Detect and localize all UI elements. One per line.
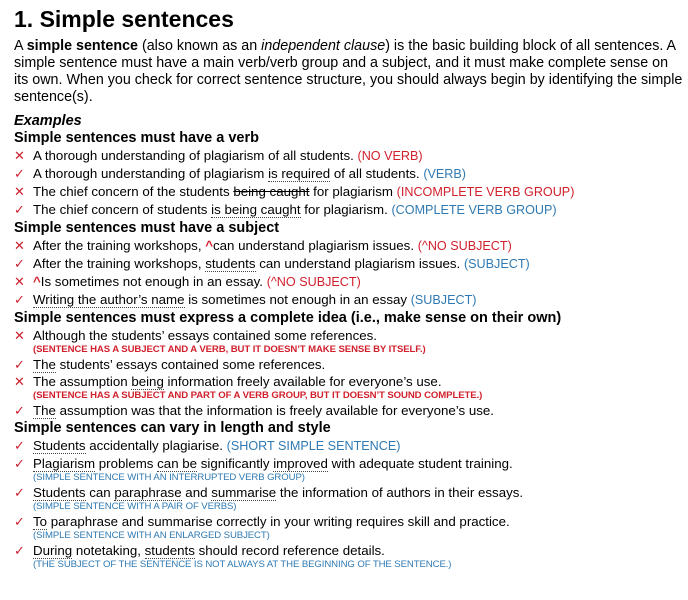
check-icon: ✓ xyxy=(14,357,25,372)
section-heading-verb: Simple sentences must have a verb xyxy=(14,130,259,146)
check-icon: ✓ xyxy=(14,438,25,453)
check-icon: ✓ xyxy=(14,485,25,500)
example-item: ✓ Students can paraphrase and summarise the information of authors in their essays. (SIMPLE SENTENCE WITH A PAIR OF VERBS) xyxy=(14,484,686,513)
intro-paragraph: A simple sentence (also known as an independent clause) is the basic building block of all sentences. A simple sentence must have a main verb/verb group and a subject, and it must make complete sense on its own. When you check for correct sentence structure, you should always begin by identifying the simple sentence(s). xyxy=(14,38,683,105)
page-title: 1. Simple sentences xyxy=(14,6,234,32)
example-tag: (NO VERB) xyxy=(357,149,423,163)
example-note: (SENTENCE HAS A SUBJECT AND A VERB, BUT IT DOESN’T MAKE SENSE BY ITSELF.) xyxy=(33,344,426,355)
check-icon: ✓ xyxy=(14,543,25,558)
check-icon: ✓ xyxy=(14,456,25,471)
example-tag: (COMPLETE VERB GROUP) xyxy=(391,203,557,217)
intro-bold-term: simple sentence xyxy=(26,38,138,54)
check-icon: ✓ xyxy=(14,202,25,217)
example-item: ✓ Writing the author’s name is sometimes not enough in an essay (SUBJECT) xyxy=(14,292,477,307)
example-item: ✕ Although the students’ essays contained some references. (SENTENCE HAS A SUBJECT AND A VERB, BUT IT DOESN’T MAKE SENSE BY ITSELF.) xyxy=(14,327,686,356)
example-item: ✕ The assumption being information freely available for everyone’s use. (SENTENCE HAS A SUBJECT AND PART OF A VERB GROUP, BUT IT DOESN’T SOUND COMPLETE.) xyxy=(14,373,686,402)
example-tag: (SUBJECT) xyxy=(463,257,530,271)
caret-marker: ^ xyxy=(205,238,213,253)
example-note: (THE SUBJECT OF THE SENTENCE IS NOT ALWAYS AT THE BEGINNING OF THE SENTENCE.) xyxy=(33,559,452,570)
example-note: (SIMPLE SENTENCE WITH A PAIR OF VERBS) xyxy=(33,501,237,512)
check-icon: ✓ xyxy=(14,256,25,271)
section-heading-vary: Simple sentences can vary in length and style xyxy=(14,420,331,436)
example-item: ✓ After the training workshops, students can understand plagiarism issues. (SUBJECT) xyxy=(14,256,530,271)
example-tag: (VERB) xyxy=(423,167,466,181)
caret-marker: ^ xyxy=(33,274,41,289)
example-tag: (^NO SUBJECT) xyxy=(417,239,512,253)
example-note: (SIMPLE SENTENCE WITH AN ENLARGED SUBJECT) xyxy=(33,530,270,541)
example-item: ✓ The chief concern of students is being caught for plagiarism. (COMPLETE VERB GROUP) xyxy=(14,202,557,217)
cross-icon: ✕ xyxy=(14,274,25,289)
example-item: ✕ After the training workshops, ^can understand plagiarism issues. (^NO SUBJECT) xyxy=(14,238,512,253)
example-item: ✓ Students accidentally plagiarise. (SHORT SIMPLE SENTENCE) xyxy=(14,438,401,453)
example-note: (SIMPLE SENTENCE WITH AN INTERRUPTED VERB GROUP) xyxy=(33,472,305,483)
check-icon: ✓ xyxy=(14,292,25,307)
check-icon: ✓ xyxy=(14,166,25,181)
cross-icon: ✕ xyxy=(14,184,25,199)
cross-icon: ✕ xyxy=(14,238,25,253)
example-item: ✕ The chief concern of the students being caught for plagiarism (INCOMPLETE VERB GROUP) xyxy=(14,184,575,199)
intro-italic-term: independent clause xyxy=(261,38,386,54)
cross-icon: ✕ xyxy=(14,374,25,389)
check-icon: ✓ xyxy=(14,403,25,418)
example-tag: (SUBJECT) xyxy=(410,293,477,307)
example-item: ✓ The students’ essays contained some references. xyxy=(14,357,326,372)
examples-heading: Examples xyxy=(14,113,82,129)
example-item: ✓ During notetaking, students should record reference details. (THE SUBJECT OF THE SENTENCE IS NOT ALWAYS AT THE BEGINNING OF THE SENTENCE.) xyxy=(14,542,686,571)
section-heading-subject: Simple sentences must have a subject xyxy=(14,220,280,236)
example-tag: (INCOMPLETE VERB GROUP) xyxy=(396,185,575,199)
cross-icon: ✕ xyxy=(14,148,25,163)
example-note: (SENTENCE HAS A SUBJECT AND PART OF A VERB GROUP, BUT IT DOESN’T SOUND COMPLETE.) xyxy=(33,390,483,401)
example-item: ✓ To paraphrase and summarise correctly in your writing requires skill and practice. (SIMPLE SENTENCE WITH AN ENLARGED SUBJECT) xyxy=(14,513,686,542)
cross-icon: ✕ xyxy=(14,328,25,343)
example-item: ✕ A thorough understanding of plagiarism of all students. (NO VERB) xyxy=(14,148,423,163)
example-item: ✓ A thorough understanding of plagiarism is required of all students. (VERB) xyxy=(14,166,466,181)
section-heading-complete: Simple sentences must express a complete idea (i.e., make sense on their own) xyxy=(14,310,562,326)
example-item: ✓ Plagiarism problems can be significantly improved with adequate student training. (SIMPLE SENTENCE WITH AN INTERRUPTED VERB GROUP) xyxy=(14,455,686,484)
check-icon: ✓ xyxy=(14,514,25,529)
example-item: ✕ ^Is sometimes not enough in an essay. (^NO SUBJECT) xyxy=(14,274,361,289)
example-tag: (SHORT SIMPLE SENTENCE) xyxy=(226,439,401,453)
example-item: ✓ The assumption was that the information is freely available for everyone’s use. xyxy=(14,403,494,418)
example-tag: (^NO SUBJECT) xyxy=(266,275,361,289)
